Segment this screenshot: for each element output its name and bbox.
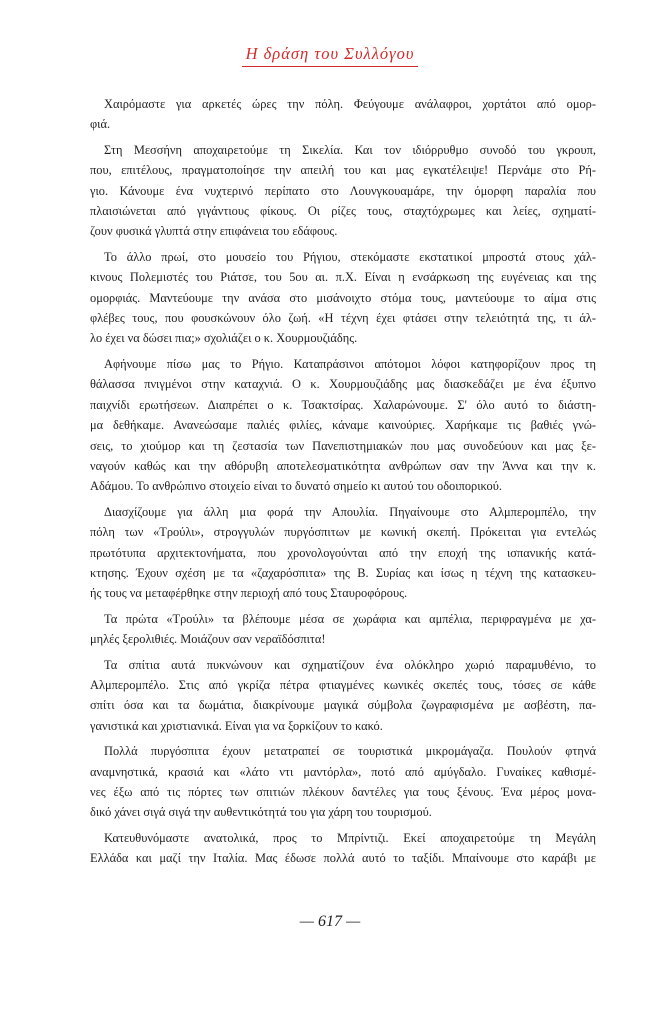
text-line: Αλμπερομπέλο. Στις από γκρίζα πέτρα φτιαγμένες κωνικές σκεπές τους, τόσες σε κάθε [90,677,596,692]
body-text [90,94,596,874]
text-line: δικό χάνει σιγά σιγά την αυθεντικότητά του για χάρη του τουρισμού. [90,805,432,820]
text-line: Διασχίζουμε για άλλη μια φορά την Απουλία. Πηγαίνουμε στο Αλμπερομπέλο, την [104,504,596,519]
text-line: θάλασσα πνιγμένοι στην καταχνιά. Ο κ. Χουρμουζιάδης μας διασκεδάζει με ένα έξυπνο [90,377,596,392]
text-line: Τα σπίτια αυτά πυκνώνουν και σχηματίζουν ένα ολόκληρο χωριό παραμυθένιο, το [104,657,596,672]
text-line: Κατευθυνόμαστε ανατολικά, προς το Μπρίντιζι. Εκεί αποχαιρετούμε τη Μεγάλη [104,830,596,845]
paragraph [90,655,596,737]
text-line: λο έχει να δώσει πια;» σχολιάζει ο κ. Χουρμουζιάδης. [90,331,358,346]
header-title: Η δράση του Συλλόγου [242,44,419,67]
text-line: φλέβες τους, που φουσκώνουν όλο ζωή. «Η τέχνη έχει φτάσει στην τελειότητά της, τι άλ- [90,311,596,326]
paragraph [90,140,596,242]
text-line: που, επιτέλους, πραγματοποίησε την απειλή του και μας εγκατέλειψε! Περνάμε στο Ρή- [90,163,596,178]
text-line: αναμνηστικά, κρασιά και «λάτο ντι μαντόρλα», ποτό από αμύγδαλο. Γυναίκες καθισμέ- [90,764,596,779]
paragraph [90,828,596,869]
text-line: πρωτότυπα αρχιτεκτονήματα, που χρονολογούνται από την εποχή της ισπανικής κατά- [90,545,596,560]
text-line: φιά. [90,117,111,132]
text-line: Αδάμου. Το ανθρώπινο στοιχείο είναι το δυνατό σημείο κι αυτού του οδοιπορικού. [90,479,502,494]
text-line: παιχνίδι ερωτήσεων. Διαπρέπει ο κ. Τσακτσίρας. Χαλαρώνουμε. Σ' όλο αυτό το διάστη- [90,397,596,412]
text-line: γιο. Κάνουμε ένα νυχτερινό περίπατο στο Λουνγκουαμάρε, την όμορφη παραλία που [90,183,596,198]
page-number: — 617 — [299,913,361,930]
text-line: Πολλά πυργόσπιτα έχουν μετατραπεί σε τουριστικά μικρομάγαζα. Πουλούν φτηνά [104,744,596,759]
paragraph [90,94,596,135]
text-line: σπίτι όσα και τα δωμάτια, διακρίνουμε μαγικά σύμβολα ζωγραφισμένα με ασβέστη, πα- [90,698,596,713]
paragraph [90,247,596,349]
text-line: Τα πρώτα «Τρούλι» τα βλέπουμε μέσα σε χωράφια και αμπέλια, περιφραγμένα με χα- [104,611,596,626]
text-line: Χαιρόμαστε για αρκετές ώρες την πόλη. Φεύγουμε ανάλαφροι, χορτάτοι από ομορ- [104,97,596,111]
running-header [0,44,660,67]
text-line: πλαισιώνεται από γιγάντιους φίκους. Οι ρίζες τους, σταχτόχρωμες και λείες, σχηματί- [90,204,596,219]
text-line: κινους Πολεμιστές του Ριάτσε, του 5ου αι. π.Χ. Είναι η ενσάρκωση της ευγένειας και της [90,270,596,285]
text-line: ζουν φυσικά γλυπτά στην επιφάνεια του εδάφους. [90,224,338,239]
paragraph [90,354,596,497]
text-line: κτησης. Έχουν σχέση με τα «ζαχαρόσπιτα» της Β. Συρίας και ίσως η τέχνη της κατασκευ- [90,565,596,580]
text-line: Στη Μεσσήνη αποχαιρετούμε τη Σικελία. Και τον ιδιόρρυθμο συνοδό του γκρουπ, [104,142,596,157]
text-line: ομορφιάς. Μαντεύουμε την ανάσα στο μισάνοιχτο στόμα τους, μαντεύουμε το αίμα στις [90,290,596,305]
text-line: πόλη των «Τρούλι», στρογγυλών πυργόσπιτων με κωνική σκεπή. Πρόκειται για εντελώς [90,525,596,540]
paragraph [90,741,596,823]
text-line: Ελλάδα και μαζί την Ιταλία. Μας έδωσε πολλά αυτό το ταξίδι. Μπαίνουμε στο καράβι με [90,851,596,866]
paragraph [90,609,596,650]
text-line: γανιστικά και χριστιανικά. Είναι για να ξορκίζουν το κακό. [90,718,383,733]
text-line: ής τους να μεταφέρθηκε στην περιοχή από τους Σταυροφόρους. [90,586,408,601]
text-line: μηλές ξερολιθιές. Μοιάζουν σαν νεραϊδόσπιτα! [90,632,326,647]
paragraph [90,502,596,604]
text-line: μα δεθήκαμε. Ανανεώσαμε παλιές φιλίες, κάναμε καινούριες. Χαρήκαμε τις βαθιές γνώ- [90,418,596,433]
text-line: Αφήνουμε πίσω μας το Ρήγιο. Καταπράσινοι απότομοι λόφοι κατηφορίζουν προς τη [104,356,596,371]
text-line: σεις, το χιούμορ και τη ζεστασία των Πανεπιστημιακών που μας συνοδεύουν και μας ξε- [90,438,596,453]
text-line: Το άλλο πρωί, στο μουσείο του Ρήγιου, στεκόμαστε εκστατικοί μπροστά στους χάλ- [104,249,596,264]
text-line: ναγούν καθώς και την αθόρυβη αποτελεσματικότητα ανθρώπων σαν την Άννα και την κ. [90,458,596,473]
text-line: νες έξω από τις πόρτες των σπιτιών πλέκουν δαντέλες για τους ξένους. Ένα μέρος μονα- [90,785,596,799]
